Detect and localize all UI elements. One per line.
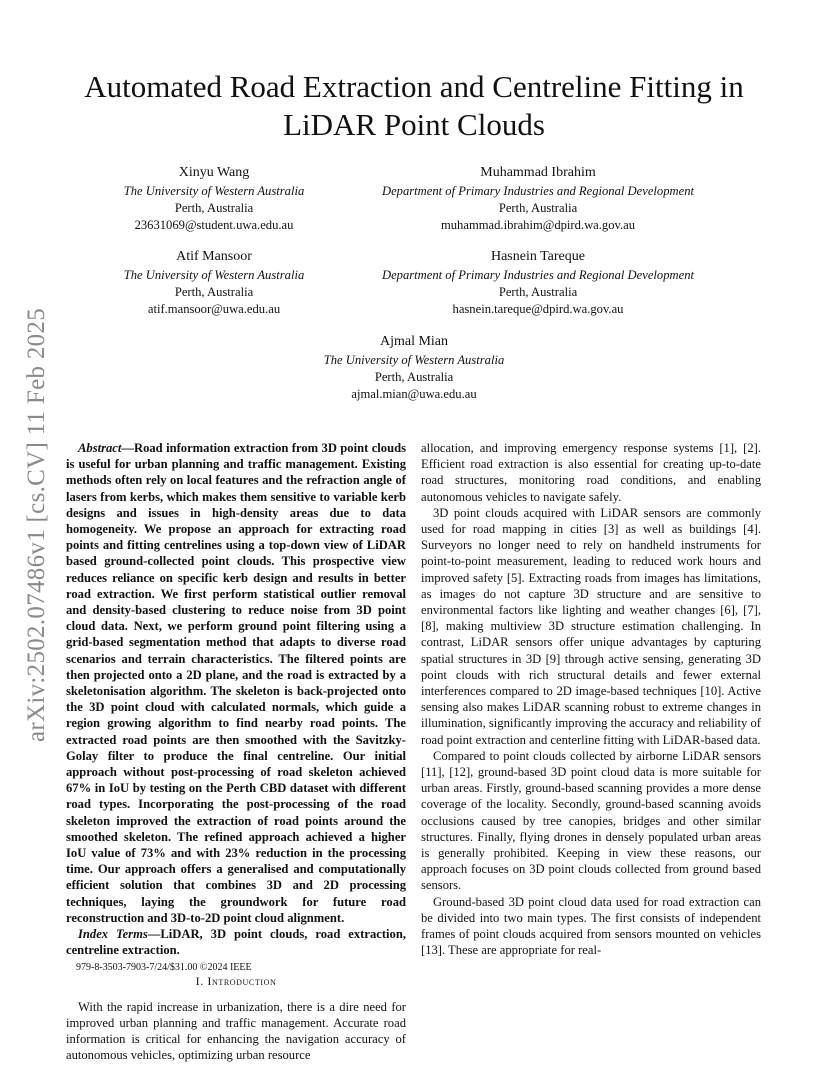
body-paragraph: With the rapid increase in urbanization, there is a dire need for improved urban planning and traffic management. Accurate road information is critical for enhancing the navigation accuracy of autonomous vehicles, optimizing urban resource [66,999,406,1063]
arxiv-identifier-stamp [22,285,52,765]
author-email: hasnein.tareque@dpird.wa.gov.au [452,302,624,316]
author-affiliation: The University of Western Australia [323,353,505,367]
body-paragraph: 3D point clouds acquired with LiDAR sensors are commonly used for road mapping in cities [3] as well as buildings [4]. Surveyors no longer need to rely on handheld instruments for point-to-point measurement, leading to reduced work hours and improved safety [5]. Extracting roads from images has limitations, as images do not capture 3D structure and are sensitive to environmental factors like lighting and weather changes [6], [7], [8], making multiview 3D structure estimation challenging. In contrast, LiDAR sensors offer unique advantages by capturing spatial structures in 3D [9] through active sensing, generating 3D point clouds with rich structural details and fewer external interferences compared to 2D image-based techniques [10]. Active sensing also makes LiDAR scanning robust to extreme changes in illumination, significantly improving the accuracy and reliability of road point extraction and centerline fitting with LiDAR-based data. [421,505,761,747]
author-block-4 [360,247,716,318]
author-email: 23631069@student.uwa.edu.au [134,218,294,232]
author-affiliation: The University of Western Australia [123,268,305,282]
author-block-3 [114,247,314,318]
index-terms-text: —LiDAR, 3D point clouds, road extraction, centreline extraction. [66,927,406,958]
arxiv-identifier-text: arXiv:2502.07486v1 [cs.CV] 11 Feb 2025 [23,307,50,743]
author-name: Xinyu Wang [178,165,250,180]
paper-title: Automated Road Extraction and Centreline Fitting in LiDAR Point Clouds [84,69,744,142]
abstract [66,440,406,926]
author-location: Perth, Australia [174,201,254,215]
author-affiliation: The University of Western Australia [123,184,305,198]
author-block-2 [360,163,716,234]
author-affiliation: Department of Primary Industries and Regional Development [382,184,694,198]
abstract-lead: Abstract [78,441,122,455]
section-heading-introduction: I. Introduction [195,973,277,988]
right-column [421,440,761,959]
author-email: muhammad.ibrahim@dpird.wa.gov.au [440,218,636,232]
author-name: Hasnein Tareque [490,249,585,264]
author-name: Ajmal Mian [379,334,449,349]
author-block-5 [300,332,528,403]
author-location: Perth, Australia [174,285,254,299]
body-paragraph: Ground-based 3D point cloud data used for road extraction can be divided into two main types. The first consists of independent frames of point clouds acquired from sensors mounted on vehicles [13]. These are appropriate for real- [421,894,761,958]
copyright-footnote: 979-8-3503-7903-7/24/$31.00 ©2024 IEEE [76,962,252,973]
author-location: Perth, Australia [498,285,578,299]
author-email: ajmal.mian@uwa.edu.au [351,387,477,401]
author-location: Perth, Australia [374,370,454,384]
body-paragraph: Compared to point clouds collected by airborne LiDAR sensors [11], [12], ground-based 3D point cloud data is more suitable for urban areas. Firstly, ground-based scanning provides a more dense coverage of the locality. Secondly, ground-based scanning avoids occlusions caused by tree canopies, bridges and other similar structures. Finally, flying drones in densely populated urban areas is generally prohibited. Keeping in view these reasons, our approach focuses on 3D point clouds collected from ground based sensors. [421,748,761,893]
index-terms [66,926,406,958]
index-terms-lead: Index Terms [78,927,148,942]
author-block-1 [114,163,314,234]
author-affiliation: Department of Primary Industries and Regional Development [382,268,694,282]
abstract-text: —Road information extraction from 3D point clouds is useful for urban planning and traffic management. Existing methods often rely on local features and the refraction angle of lasers from kerbs, which makes them sensitive to variable kerb designs and issues in high-density areas due to data homogeneity. We propose an approach for extracting road points and fitting centrelines using a top-down view of LiDAR based ground-collected point clouds. This prospective view reduces reliance on specific kerb design and results in better road extraction. We first perform statistical outlier removal and density-based clustering to reduce noise from 3D point cloud data. Next, we perform ground point filtering using a grid-based segmentation method that adapts to diverse road scenarios and terrain characteristics. The filtered points are then projected onto a 2D plane, and the road is extracted by a skeletonisation algorithm. The skeleton is back-projected onto the 3D point cloud with calculated normals, which guide a region growing algorithm to find nearby road points. The extracted road points are then smoothed with the Savitzky-Golay filter to produce the final centreline. Our initial approach without post-processing of road skeleton achieved 67% in IoU by testing on the Perth CBD dataset with different road types. Incorporating the post-processing of the road skeleton improved the extraction of road points around the smoothed skeleton. The refined approach achieved a higher IoU value of 73% and with 23% reduction in the processing time. Our approach offers a generalised and computationally efficient solution that combines 3D and 2D processing techniques, laying the groundwork for future road reconstruction and 3D-to-2D point cloud alignment. [66,441,406,925]
author-name: Atif Mansoor [176,249,252,264]
author-location: Perth, Australia [498,201,578,215]
body-paragraph: allocation, and improving emergency response systems [1], [2]. Efficient road extraction is also essential for creating up-to-date road structures, monitoring road conditions, and enabling autonomous vehicles to navigate safely. [421,441,761,504]
author-name: Muhammad Ibrahim [480,165,596,180]
author-email: atif.mansoor@uwa.edu.au [147,302,281,316]
